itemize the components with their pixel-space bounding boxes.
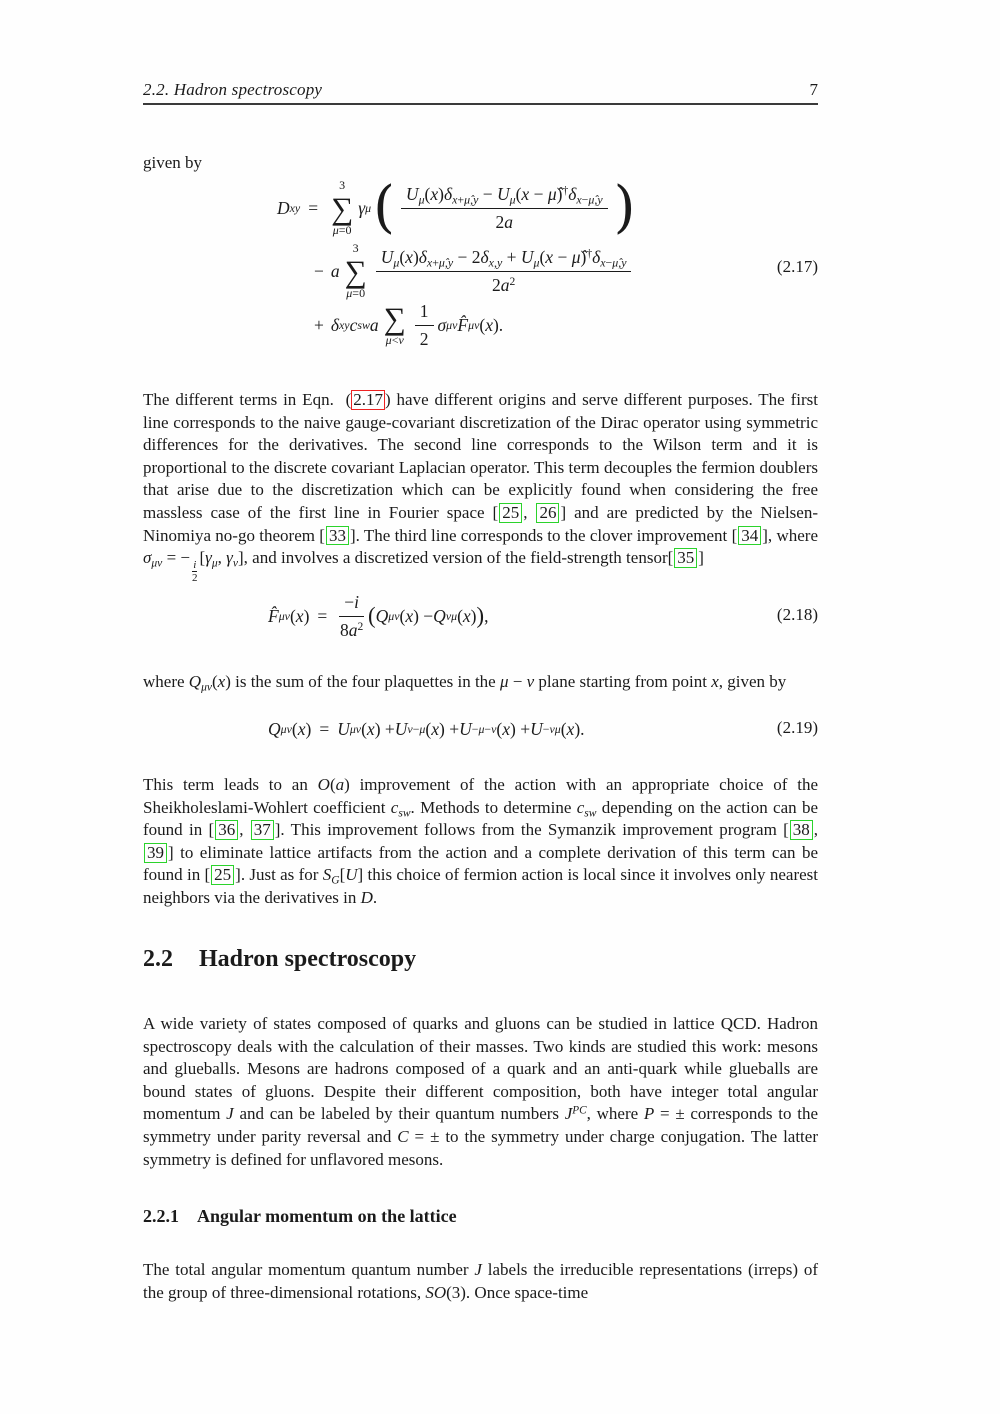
equation-2-17-line-1: D xy = 3 ∑ μ=0 γ μ ( $\frac{U_\mu(x)\delta_{x+\mû,y} - U_\mu(x - \mû)^\dagger\delta_{x-\mû,y}}{2a}$ ) xyxy=(277,175,636,240)
citation-38[interactable]: 38 xyxy=(790,820,813,840)
equation-2-18-body: F̂ μν ( x ) = $\frac{-i}{8a^2}$ ( Q μν ( x ) − Q νμ ( x ) ) , xyxy=(268,592,489,640)
equation-2-17 xyxy=(143,176,818,348)
section-number: 2.2 xyxy=(143,946,173,972)
subsection-title: Angular momentum on the lattice xyxy=(197,1206,457,1226)
equation-2-17-line-3: + δ xy c sw a ∑ μ<ν $\frac{1}{2}$ σ μν F̂ μν ( x ). xyxy=(314,300,504,349)
page-number: 7 xyxy=(809,80,818,99)
eq-ref-2-17[interactable]: 2.17 xyxy=(353,390,383,409)
citation-34[interactable]: 34 xyxy=(738,526,761,546)
equation-2-17-line-2: − a 3 ∑ μ=0 $\frac{U_\mu(x)\delta_{x+\mû,y} - 2\delta_{x,y} + U_\mu(x - \mû)^\dagger\delta_{x-\mû,y}}{2a^2}$ xyxy=(143,240,818,302)
equation-2-19-body: Q μν ( x ) = U μν ( x ) + U ν−μ ( x ) + U −μ−ν ( x ) + U −νμ ( x ). xyxy=(268,718,585,739)
citation-33[interactable]: 33 xyxy=(326,526,349,546)
citation-37[interactable]: 37 xyxy=(251,820,274,840)
equation-2-19-number: (2.19) xyxy=(776,718,818,737)
intro-text: given by xyxy=(143,153,203,172)
equation-2-17-number: (2.17) xyxy=(776,257,818,276)
citation-36[interactable]: 36 xyxy=(215,820,238,840)
citation-26[interactable]: 26 xyxy=(536,503,559,523)
paragraph-angular-momentum: The total angular momentum quantum number J labels the irreducible representations (irreps) of the group of three-dimensional rotations, SO(3). Once space-time xyxy=(143,1260,818,1302)
citation-25[interactable]: 25 xyxy=(499,503,522,523)
paragraph-improvement: This term leads to an O(a) improvement of the action with an appropriate choice of the Sheikholeslami-Wohlert coefficient $c_{sw}$. Methods to determine $c_{sw}$ depending on the action can be found in [ 36 , 37 ]. This improvement follows from the Symanzik improvement program [ 38 , 39 ] to eliminate lattice artifacts from the action and a complete derivation of this term can be found in [ 25 ]. Just as for $S_G[U]$ this choice of fermion action is local since it involves only nearest neighbors via the derivatives in D. xyxy=(143,775,819,907)
citation-39[interactable]: 39 xyxy=(144,843,167,863)
paragraph-plaquettes: where $Q_{\mu\nu}(x)$ is the sum of the four plaquettes in the μ − ν plane starting from point x, given by xyxy=(143,672,787,694)
citation-25-again[interactable]: 25 xyxy=(211,865,234,885)
equation-2-18-number: (2.18) xyxy=(776,605,818,624)
paragraph-hadron-spectroscopy: A wide variety of states composed of quarks and gluons can be studied in lattice QCD. Hadron spectroscopy deals with the calculation of their masses. Two kinds are studied this work: mesons and glueballs. Mesons are hadrons composed of a quark and an anti-quark while glueballs are bound states of gluons. Despite their different composition, both have integer total angular momentum J and can be labeled by their quantum numbers $J^{PC}$, where P = ± corresponds to the symmetry under parity reversal and C = ± to the symmetry under charge conjugation. The latter symmetry is defined for unflavored mesons. xyxy=(143,1014,818,1169)
equation-2-18 xyxy=(143,590,818,642)
citation-35[interactable]: 35 xyxy=(674,548,697,568)
running-head-title: 2.2. Hadron spectroscopy xyxy=(143,80,323,99)
section-title: Hadron spectroscopy xyxy=(199,946,417,972)
running-head xyxy=(143,80,818,100)
subsection-heading-2-2-1 xyxy=(143,1206,818,1227)
subsection-number: 2.2.1 xyxy=(143,1206,179,1226)
section-heading-2-2 xyxy=(143,946,818,973)
paragraph-equation-terms: The different terms in Eqn. ( 2.17 ) have different origins and serve different purposes. The first line corresponds to the naive gauge-covariant discretization of the Dirac operator using symmetric differences for the derivatives. The second line corresponds to the Wilson term and it is proportional to the discrete covariant Laplacian operator. This term decouples the fermion doublers that arise due to the discretization which can be explicitly found when considering the free massless case of the first line in Fourier space [ 25 , 26 ] and are predicted by the Nielsen-Ninomiya no-go theorem [ 33 ]. The third line corresponds to the clover improvement [ 34 ], where $\sigma_{\mu\nu}$ = − $\frac{i}{2}$ [$\gamma_\mu$, $\gamma_\nu$], and involves a discretized version of the field-strength tensor[ 35 ] xyxy=(143,390,819,585)
header-rule xyxy=(143,103,818,105)
equation-2-19 xyxy=(143,708,818,750)
